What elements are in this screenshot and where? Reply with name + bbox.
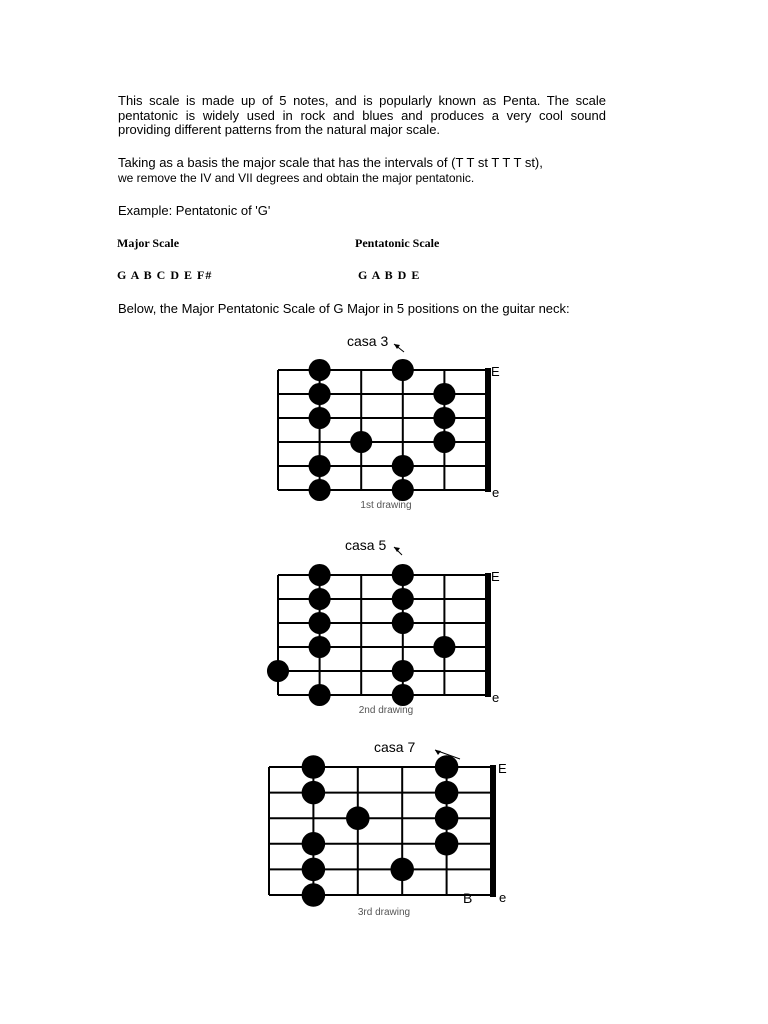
string-b-label: B bbox=[463, 890, 473, 906]
note-dot bbox=[392, 660, 414, 682]
note-dot bbox=[302, 781, 326, 805]
note-dot bbox=[433, 383, 455, 405]
note-dot bbox=[435, 755, 459, 779]
note-dot bbox=[309, 383, 331, 405]
note-dot bbox=[302, 755, 326, 779]
top-string-label: E bbox=[491, 569, 500, 584]
note-dot bbox=[302, 883, 326, 907]
positions-intro: Below, the Major Pentatonic Scale of G Major in 5 positions on the guitar neck: bbox=[118, 301, 570, 316]
drawing-caption: 1st drawing bbox=[360, 500, 412, 511]
casa-label: casa 3 bbox=[347, 333, 389, 349]
pentatonic-scale-header: Pentatonic Scale bbox=[355, 236, 440, 250]
note-dot bbox=[392, 684, 414, 706]
note-dot bbox=[435, 781, 459, 805]
drawing-caption: 3rd drawing bbox=[357, 907, 411, 918]
drawing-caption: 2nd drawing bbox=[358, 705, 414, 716]
note-dot bbox=[267, 660, 289, 682]
top-string-label: E bbox=[498, 761, 507, 776]
note-dot bbox=[309, 636, 331, 658]
intro-paragraph: This scale is made up of 5 notes, and is popularly known as Penta. The scale pentatonic is widely used in rock and blues and produces a very cool sound providing different patterns from the natural major scale. bbox=[118, 93, 606, 137]
casa-label: casa 7 bbox=[374, 739, 416, 755]
note-dot bbox=[309, 588, 331, 610]
note-dot bbox=[392, 455, 414, 477]
note-dot bbox=[433, 636, 455, 658]
arrow-head-icon bbox=[435, 750, 441, 755]
top-string-label: E bbox=[491, 364, 500, 379]
nut-bar bbox=[490, 765, 496, 897]
note-dot bbox=[435, 806, 459, 830]
bottom-string-label: e bbox=[499, 890, 507, 905]
bottom-string-label: e bbox=[492, 690, 500, 705]
note-dot bbox=[435, 832, 459, 856]
fretboard-diagram-2 bbox=[256, 533, 526, 723]
major-scale-header: Major Scale bbox=[117, 236, 180, 250]
bottom-string-label: e bbox=[492, 485, 500, 500]
note-dot bbox=[433, 407, 455, 429]
nut-bar bbox=[485, 573, 491, 697]
note-dot bbox=[392, 359, 414, 381]
arrow-head-icon bbox=[394, 547, 400, 552]
note-dot bbox=[309, 612, 331, 634]
note-dot bbox=[309, 564, 331, 586]
note-dot bbox=[302, 832, 326, 856]
note-dot bbox=[392, 612, 414, 634]
casa-label: casa 5 bbox=[345, 537, 387, 553]
note-dot bbox=[309, 479, 331, 501]
note-dot bbox=[390, 858, 414, 882]
note-dot bbox=[392, 564, 414, 586]
nut-bar bbox=[485, 368, 491, 492]
note-dot bbox=[309, 455, 331, 477]
example-line: Example: Pentatonic of 'G' bbox=[118, 203, 271, 218]
note-dot bbox=[309, 359, 331, 381]
note-dot bbox=[346, 806, 370, 830]
note-dot bbox=[350, 431, 372, 453]
fretboard-diagram-3 bbox=[248, 735, 518, 925]
note-dot bbox=[392, 479, 414, 501]
note-dot bbox=[392, 588, 414, 610]
note-dot bbox=[309, 684, 331, 706]
major-scale-notes: G A B C D E F# bbox=[117, 268, 213, 282]
note-dot bbox=[309, 407, 331, 429]
note-dot bbox=[302, 858, 326, 882]
note-dot bbox=[433, 431, 455, 453]
degrees-line: we remove the IV and VII degrees and obtain the major pentatonic. bbox=[118, 171, 475, 185]
pentatonic-scale-notes: G A B D E bbox=[358, 268, 421, 282]
fretboard-diagram-1 bbox=[256, 330, 526, 520]
intervals-line: Taking as a basis the major scale that has the intervals of (T T st T T T st), bbox=[118, 155, 543, 170]
